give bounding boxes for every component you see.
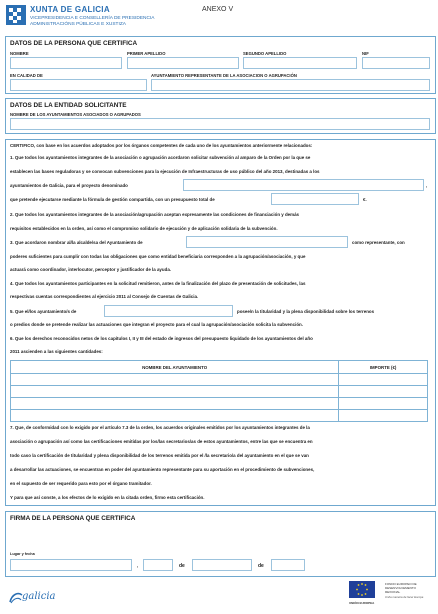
ayuntamiento-rep-field[interactable] (151, 79, 430, 91)
table-cell-amount[interactable] (339, 398, 428, 410)
date-de-1: de (179, 563, 185, 569)
date-de-2: de (258, 563, 264, 569)
col-ayuntamiento-header: NOMBRE DEL AYUNTAMIENTO (11, 361, 339, 374)
point-7-line-1: 7. Que, de conformidad con lo exigido por el artículo 7.3 de la orden, los acuerdos originales emitidos por los ayuntamientos integrantes de la (10, 425, 310, 430)
place-field[interactable] (10, 559, 132, 571)
segundo-apellido-label: SEGUNDO APELLIDO (243, 51, 287, 56)
entity-names-field[interactable] (10, 118, 430, 130)
nombre-label: NOMBRE (10, 51, 29, 56)
point-2-line-2: requisitos establecidos en la orden, así como el compromiso solidario de ejecución y de aplicación solidaria de la subvención. (10, 226, 278, 231)
point-5-part-b: posee/n la titularidad y la plena disponibilidad sobre los terrenos (237, 309, 375, 314)
table-cell-name[interactable] (11, 398, 339, 410)
eu-fund-line-1: FONDO EUROPEO DE (385, 582, 417, 586)
org-name: XUNTA DE GALICIA (30, 5, 110, 14)
table-cell-name[interactable] (11, 410, 339, 422)
date-comma: , (137, 563, 139, 568)
table-row (11, 374, 428, 386)
signature-title: FIRMA DE LA PERSONA QUE CERTIFICA (10, 515, 136, 522)
ayuntamiento-rep-label: AYUNTAMIENTO REPRESENTANTE DE LA ASOCIACION O AGRUPACIÓN (151, 73, 297, 78)
eu-fund-line-3: REXIONAL (385, 590, 401, 594)
land-ayuntamiento-field[interactable] (104, 305, 233, 317)
table-cell-name[interactable] (11, 374, 339, 386)
point-3-part-a: 3. Que acordaron nombrar al/la alcalde/sa del Ayuntamiento de (10, 240, 143, 245)
table-row (11, 386, 428, 398)
table-cell-amount[interactable] (339, 386, 428, 398)
point-3-line-2: poderes suficientes para cumplir con todas las obligaciones que como entidad beneficiaria corresponden a la agrupación/asociación, y que (10, 254, 306, 259)
point-1-line-3: ayuntamientos de Galicia, para el proyecto denominado (10, 183, 128, 188)
point-7-line-4: a desarrollar las actuaciones, se encuentran en poder del ayuntamiento representante para su aportación en el procedimiento de subvenciones, (10, 467, 315, 472)
section-person-title: DATOS DE LA PERSONA QUE CERTIFICA (10, 40, 138, 47)
certifico-intro: CERTIFICO, con base en los acuerdos adoptados por los órganos competentes de cada uno de los ayuntamientos anteriormente relacionados: (10, 143, 313, 148)
point-3-line-3: actuará como coordinador, interlocutor, perceptor y justificador de la ayuda. (10, 267, 172, 272)
month-field[interactable] (192, 559, 252, 571)
table-header-row (11, 361, 428, 374)
nif-field[interactable] (362, 57, 430, 69)
point-4-line-2: respectivas cuentas correspondientes al ejercicio 2011 al Consejo de Cuentas de Galicia. (10, 294, 199, 299)
point-3-part-b: como representante, con (352, 240, 405, 245)
point-5-line-2: o predios donde se pretende realizar las actuaciones que integran el proyecto para el cual la agrupación/asociación solicita la subvención. (10, 322, 303, 327)
point-1-line-2: establecen las bases reguladoras y se convocan subvenciones para la ejecución de Infraestructuras de uso público del año 2013, destinadas a los (10, 169, 320, 174)
en-calidad-field[interactable] (10, 79, 147, 91)
xunta-logo (5, 4, 27, 26)
closing-statement: Y para que así conste, a los efectos de lo exigido en la citada orden, firmo esta certificación. (10, 495, 205, 500)
point-6-line-2: 2011 ascienden a las siguientes cantidades: (10, 349, 103, 354)
point-7-line-5: en el supuesto de ser requerido para esto por el órgano tramitador. (10, 481, 152, 486)
lugar-fecha-label: Lugar y fecha (10, 552, 35, 556)
eu-name: UNIÓN EUROPEA (349, 601, 375, 605)
nif-label: NIF (362, 51, 369, 56)
eu-fund-slogan: Unha maneira de facer Europa (385, 595, 424, 599)
galicia-logo (8, 590, 68, 606)
en-calidad-label: EN CALIDAD DE (10, 73, 43, 78)
table-cell-name[interactable] (11, 386, 339, 398)
representative-ayuntamiento-field[interactable] (186, 236, 348, 248)
section-entity-title: DATOS DE LA ENTIDAD SOLICITANTE (10, 102, 127, 109)
primer-apellido-label: PRIMER APELLIDO (127, 51, 166, 56)
point-1-line-1: 1. Que todos los ayuntamientos integrantes de la asociación o agrupación acordaron solicitar subvención al amparo de la Orden por la que se (10, 155, 311, 160)
eu-flag-icon (349, 581, 375, 598)
point-4-line-1: 4. Que todos los ayuntamientos participantes en la solicitud remitieron, antes de la finalización del plazo de presentación de solicitudes, las (10, 281, 306, 286)
day-field[interactable] (143, 559, 173, 571)
entity-names-label: NOMBRE DE LOS AYUNTAMIENTOS ASOCIADOS O AGRUPADOS (10, 112, 141, 117)
galicia-wordmark: galicia (22, 591, 56, 602)
euro-sign: €. (363, 197, 367, 202)
point-6-line-1: 6. Que los derechos reconocidos netos de los capítulos I, II y III del estado de ingresos del presupuesto liquidado de los ayuntamientos del año (10, 336, 313, 341)
point-1-line-4: que pretende ejecutarse mediante la fórmula de gestión compartida, con un presupuesto total de (10, 197, 215, 202)
nombre-field[interactable] (10, 57, 122, 69)
table-row (11, 410, 428, 422)
amounts-table (10, 360, 428, 422)
project-name-field[interactable] (183, 179, 424, 191)
eu-flag (349, 581, 375, 598)
table-cell-amount[interactable] (339, 410, 428, 422)
point-7-line-3: todo caso la certificación de titularidad y plena disponibilidad de los terrenos emitida por el /la secretario/a del ayuntamiento en el que se van (10, 453, 309, 458)
table-row (11, 398, 428, 410)
segundo-apellido-field[interactable] (243, 57, 357, 69)
point-1-comma: , (426, 183, 428, 188)
org-department: VICEPRESIDENCIA E CONSELLERÍA DE PRESIDENCIA (30, 16, 155, 21)
budget-field[interactable] (271, 193, 359, 205)
point-2-line-1: 2. Que todos los ayuntamientos integrantes de la asociación/agrupación aceptan expresamente las condiciones de financiación y demás (10, 212, 300, 217)
point-7-line-2: asociación o agrupación así como las certificaciones emitidas por los/las secretarios/as de estos ayuntamientos, entre las que se encuentra en (10, 439, 313, 444)
eu-fund-line-2: DESENVOLVEMENTO (385, 586, 416, 590)
year-field[interactable] (271, 559, 305, 571)
col-importe-header: IMPORTE (€) (339, 361, 428, 374)
org-department-2: ADMINISTRACIÓNS PÚBLICAS E XUSTIZA (30, 22, 126, 27)
table-cell-amount[interactable] (339, 374, 428, 386)
point-5-part-a: 5. Que el/los ayuntamiento/s de (10, 309, 77, 314)
annex-label: ANEXO V (202, 6, 234, 13)
primer-apellido-field[interactable] (127, 57, 239, 69)
